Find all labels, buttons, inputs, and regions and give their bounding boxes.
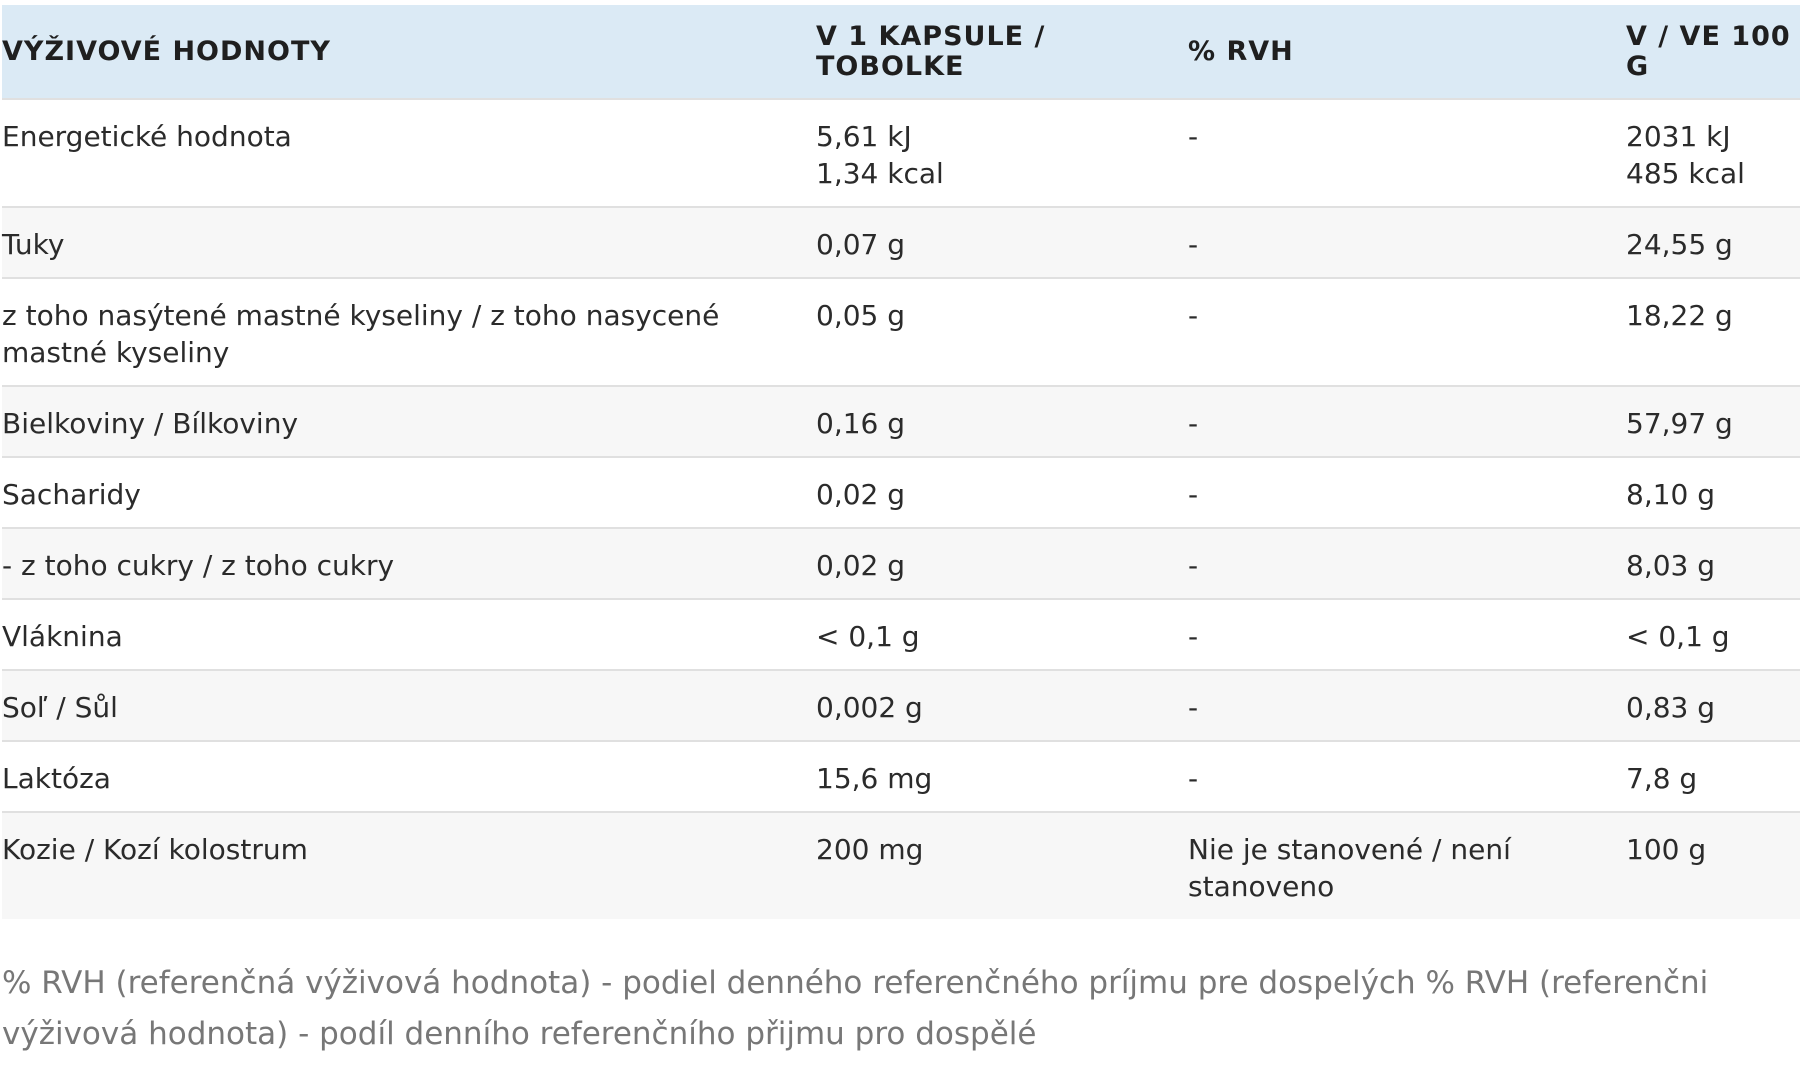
table-row	[2, 599, 1800, 670]
nutrition-table	[2, 5, 1800, 919]
table-row	[2, 278, 1800, 386]
rvh-value: Nie je stanovené / není stanoveno	[1188, 833, 1511, 903]
table-row	[2, 207, 1800, 278]
per-capsule-value	[816, 386, 1188, 457]
table-row	[2, 741, 1800, 812]
rvh-value: -	[1188, 691, 1199, 724]
nutrient-name: Kozie / Kozí kolostrum	[2, 833, 308, 866]
rvh-value: -	[1188, 549, 1199, 582]
per-capsule-line: 0,16 g	[816, 407, 906, 440]
per-100g-value	[1626, 741, 1800, 812]
rvh-value: -	[1188, 299, 1199, 332]
footnote: % RVH (referenčná výživová hodnota) - podiel denného referenčného príjmu pre dospelých % RVH (referenčni výživová hodnota) - podíl denního referenčního přijmu pro dospělé	[2, 965, 1709, 1052]
header-per-capsule: V 1 KAPSULE / TOBOLKE	[816, 20, 1046, 82]
table-row	[2, 99, 1800, 207]
per-100g-value	[1626, 599, 1800, 670]
per-100g-line: 57,97 g	[1626, 407, 1733, 440]
rvh-value: -	[1188, 620, 1199, 653]
per-capsule-line: 0,02 g	[816, 549, 906, 582]
per-capsule-value	[816, 741, 1188, 812]
per-100g-value	[1626, 528, 1800, 599]
per-100g-line: 485 kcal	[1626, 157, 1745, 190]
per-100g-line: 100 g	[1626, 833, 1707, 866]
per-capsule-line: 0,002 g	[816, 691, 923, 724]
per-100g-line: 8,03 g	[1626, 549, 1716, 582]
table-header	[2, 5, 1800, 99]
per-100g-value	[1626, 99, 1800, 207]
table-row	[2, 812, 1800, 919]
rvh-value: -	[1188, 762, 1199, 795]
rvh-value: -	[1188, 478, 1199, 511]
per-capsule-value	[816, 278, 1188, 386]
per-100g-value	[1626, 386, 1800, 457]
header-nutrient: VÝŽIVOVÉ HODNOTY	[2, 35, 331, 67]
nutrient-name: z toho nasýtené mastné kyseliny / z toho nasycené mastné kyseliny	[2, 299, 720, 369]
per-capsule-line: < 0,1 g	[816, 620, 920, 653]
per-100g-line: 2031 kJ	[1626, 120, 1731, 153]
per-capsule-value	[816, 599, 1188, 670]
table-row	[2, 528, 1800, 599]
nutrient-name: Soľ / Sůl	[2, 691, 118, 724]
per-100g-line: 0,83 g	[1626, 691, 1716, 724]
header-rvh: % RVH	[1188, 35, 1294, 67]
per-capsule-line: 0,07 g	[816, 228, 906, 261]
per-100g-line: 24,55 g	[1626, 228, 1733, 261]
per-100g-line: < 0,1 g	[1626, 620, 1730, 653]
per-capsule-line: 5,61 kJ	[816, 120, 912, 153]
rvh-value: -	[1188, 228, 1199, 261]
per-capsule-line: 200 mg	[816, 833, 924, 866]
per-capsule-value	[816, 207, 1188, 278]
header-row	[2, 5, 1800, 99]
per-capsule-value	[816, 528, 1188, 599]
nutrient-name: Energetické hodnota	[2, 120, 292, 153]
rvh-value: -	[1188, 407, 1199, 440]
per-capsule-value	[816, 812, 1188, 919]
per-100g-line: 8,10 g	[1626, 478, 1716, 511]
table-row	[2, 386, 1800, 457]
per-100g-value	[1626, 207, 1800, 278]
per-capsule-line: 15,6 mg	[816, 762, 933, 795]
table-row	[2, 457, 1800, 528]
per-100g-value	[1626, 457, 1800, 528]
nutrient-name: Vláknina	[2, 620, 123, 653]
nutrient-name: Bielkoviny / Bílkoviny	[2, 407, 299, 440]
per-capsule-line: 0,02 g	[816, 478, 906, 511]
per-100g-value	[1626, 278, 1800, 386]
per-capsule-value	[816, 99, 1188, 207]
per-capsule-line: 1,34 kcal	[816, 157, 944, 190]
per-capsule-value	[816, 457, 1188, 528]
table-body	[2, 99, 1800, 919]
table-row	[2, 670, 1800, 741]
per-100g-line: 18,22 g	[1626, 299, 1733, 332]
nutrient-name: Tuky	[2, 228, 65, 261]
header-per-100g: V / VE 100 G	[1626, 20, 1791, 82]
per-100g-value	[1626, 670, 1800, 741]
per-100g-value	[1626, 812, 1800, 919]
per-capsule-value	[816, 670, 1188, 741]
per-capsule-line: 0,05 g	[816, 299, 906, 332]
rvh-value: -	[1188, 120, 1199, 153]
nutrient-name: Laktóza	[2, 762, 111, 795]
per-100g-line: 7,8 g	[1626, 762, 1698, 795]
nutrient-name: - z toho cukry / z toho cukry	[2, 549, 395, 582]
nutrient-name: Sacharidy	[2, 478, 141, 511]
